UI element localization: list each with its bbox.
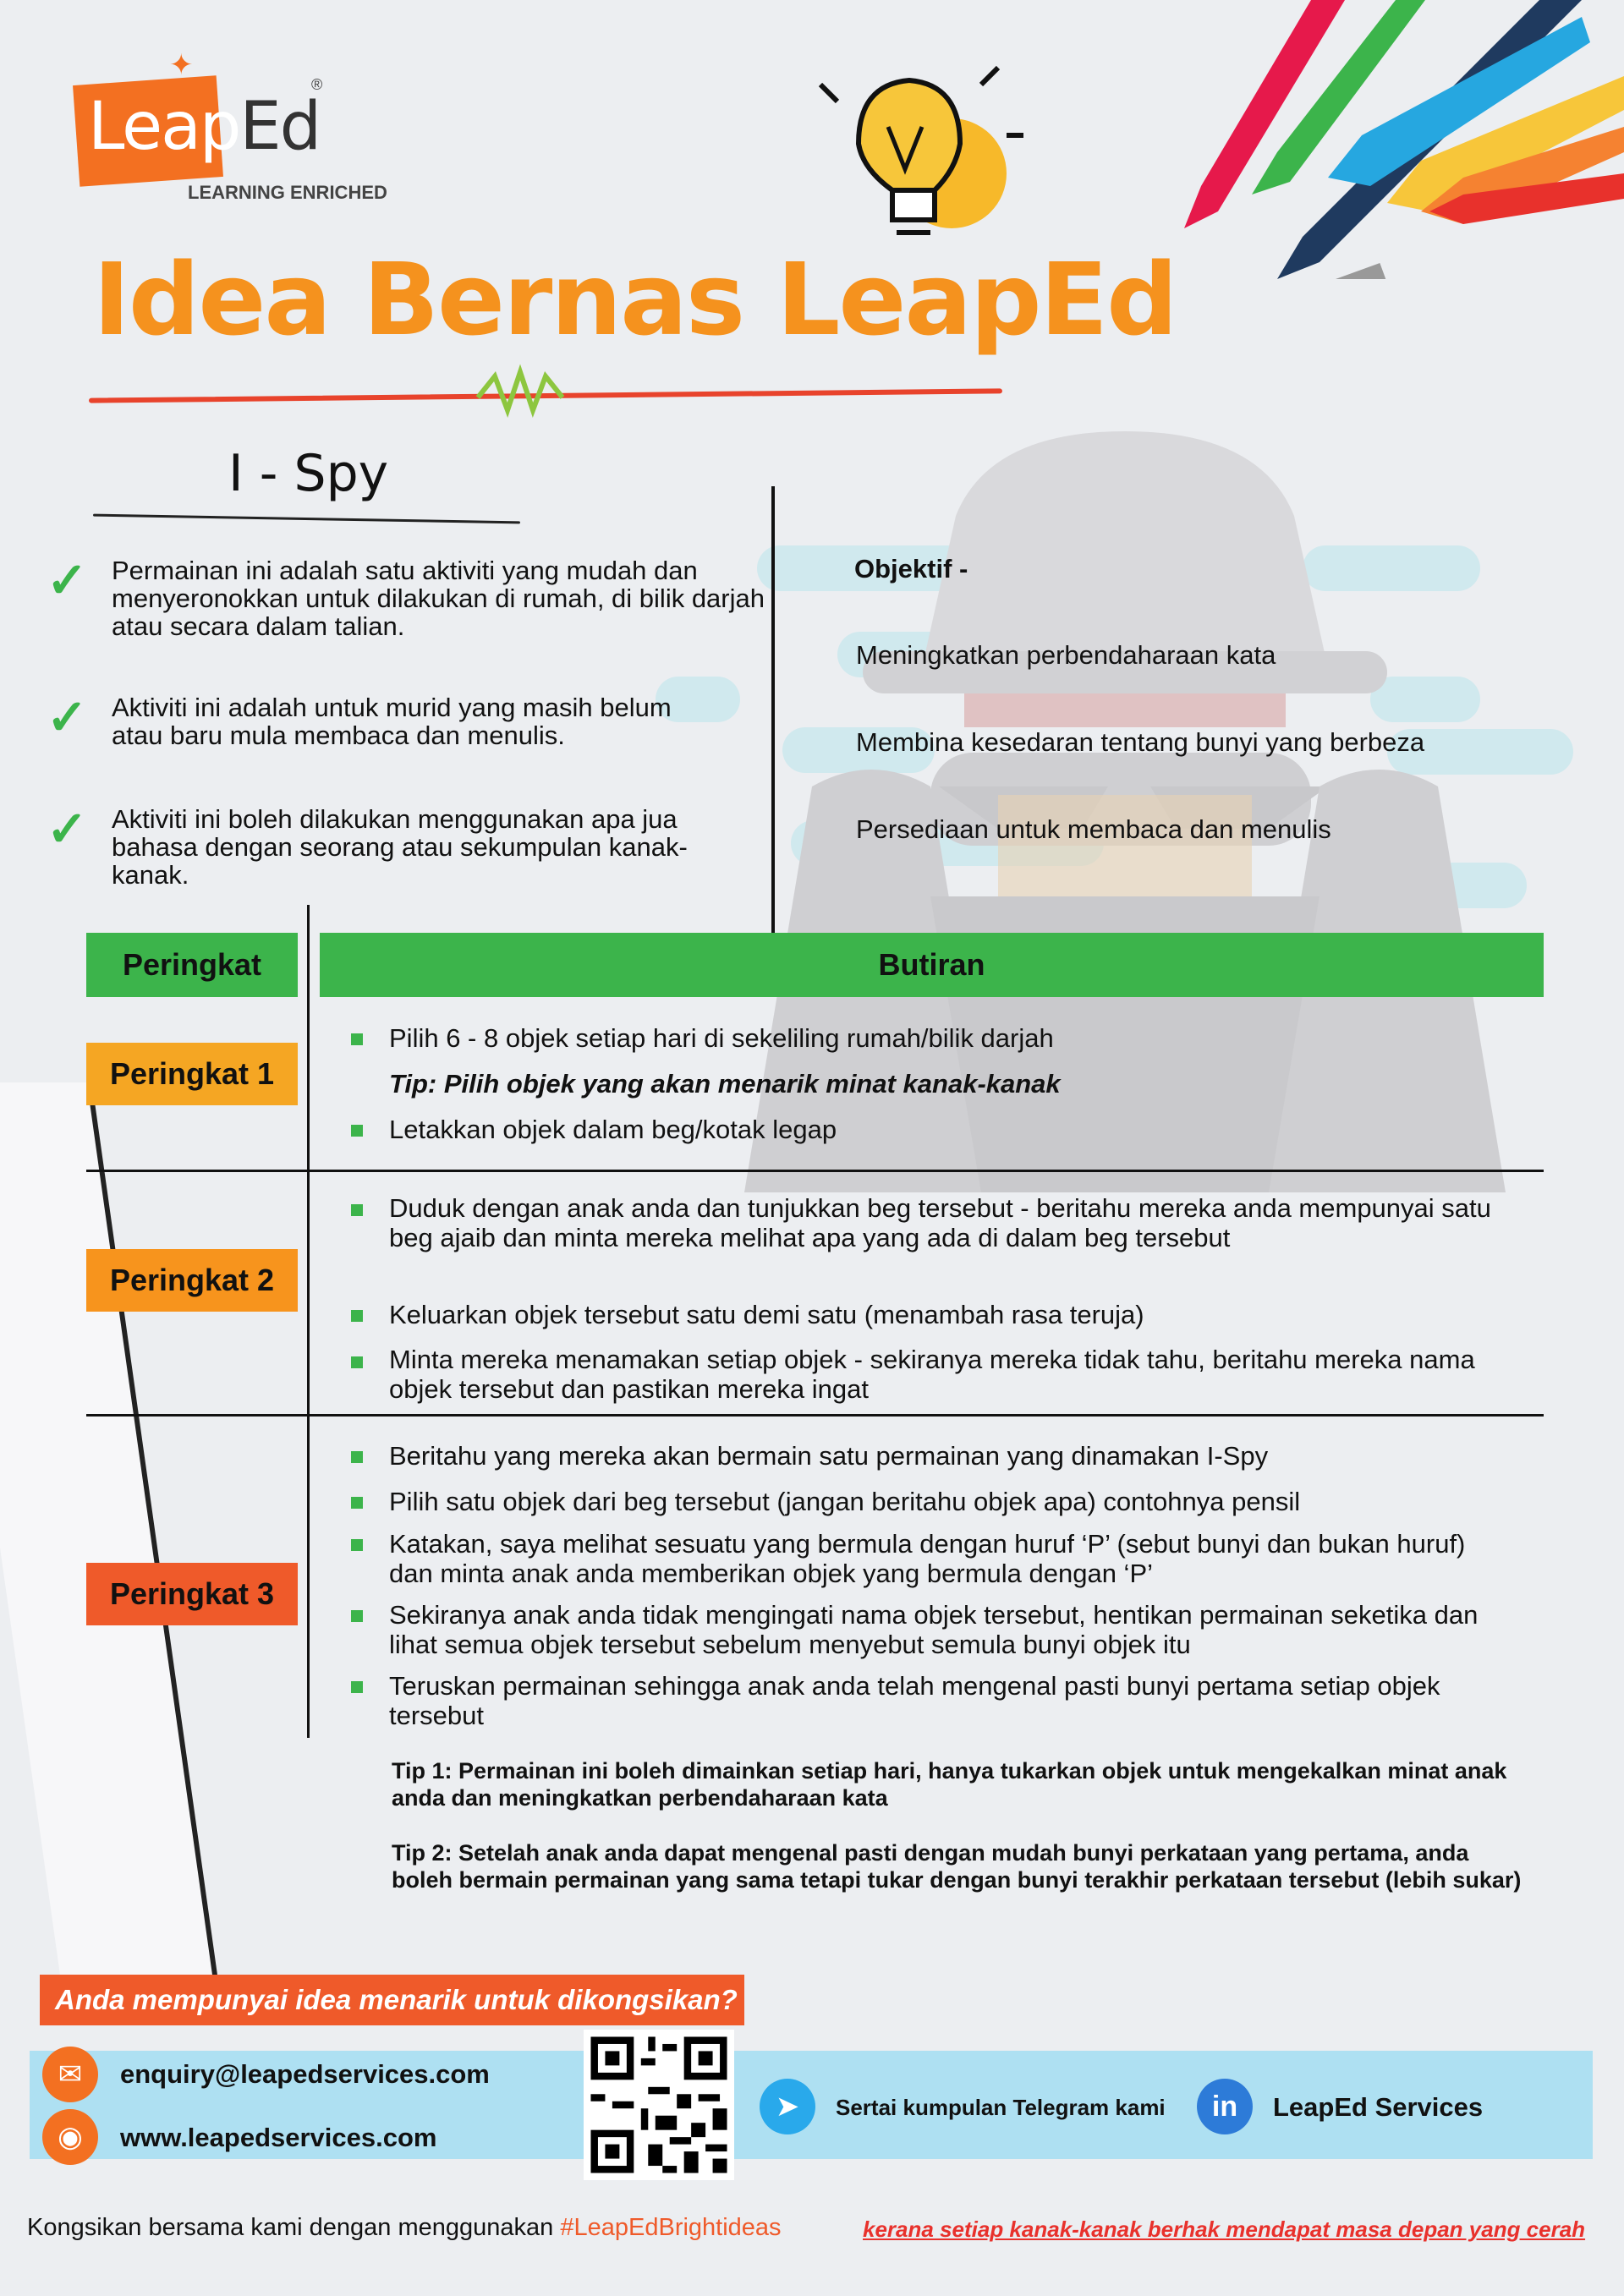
bullet-square xyxy=(351,1356,363,1368)
linkedin-icon[interactable]: in xyxy=(1197,2079,1253,2134)
email-icon: ✉ xyxy=(42,2047,98,2102)
checkmark-icon: ✓ xyxy=(47,802,88,857)
website-link[interactable]: www.leapedservices.com xyxy=(120,2123,437,2152)
email-link[interactable]: enquiry@leapedservices.com xyxy=(120,2059,490,2089)
level-item: Duduk dengan anak anda dan tunjukkan beg tersebut - beritahu mereka anda mempunyai satu beg ajaib dan minta mereka melihat apa yang ada di dalam beg tersebut xyxy=(389,1193,1491,1252)
level-item: Katakan, saya melihat sesuatu yang bermula dengan huruf ‘P’ (sebut bunyi dan bukan huruf) dan minta anak anda memberikan objek yang bermula dengan ‘P’ xyxy=(389,1529,1466,1588)
level-item: Beritahu yang mereka akan bermain satu permainan yang dinamakan I-Spy xyxy=(389,1441,1269,1471)
tip-1: Tip 1: Permainan ini boleh dimainkan setiap hari, hanya tukarkan objek untuk mengekalkan minat anak anda dan meningkatkan perbendaharaan kata xyxy=(392,1758,1507,1811)
slogan: kerana setiap kanak-kanak berhak mendapat masa depan yang cerah xyxy=(863,2217,1586,2242)
column-divider xyxy=(771,486,775,933)
tip-2: Tip 2: Setelah anak anda dapat mengenal pasti dengan mudah bunyi perkataan yang pertama, anda boleh bermain permainan yang sama tetapi tukar dengan bunyi terakhir perkataan tersebut (lebih sukar) xyxy=(392,1840,1522,1893)
globe-icon: ◉ xyxy=(42,2109,98,2165)
cta-banner: Anda mempunyai idea menarik untuk dikongsikan? xyxy=(40,1975,744,2025)
level-badge: Peringkat 3 xyxy=(86,1563,298,1625)
level-item: Letakkan objek dalam beg/kotak legap xyxy=(389,1115,837,1144)
objective-item: Persediaan untuk membaca dan menulis xyxy=(856,814,1331,844)
bullet-square xyxy=(351,1681,363,1693)
table-divider xyxy=(307,905,310,1738)
row-separator xyxy=(86,1414,1544,1417)
bullet-square xyxy=(351,1310,363,1322)
activity-underline xyxy=(93,514,520,524)
intro-point: ✓ Permainan ini adalah satu aktiviti yang mudah dan menyeronokkan untuk dilakukan di rumah, di bilik darjah atau secara dalam talian. xyxy=(47,553,765,641)
level-badge: Peringkat 2 xyxy=(86,1249,298,1312)
telegram-link[interactable]: Sertai kumpulan Telegram kami xyxy=(836,2095,1166,2120)
bullet-square xyxy=(351,1497,363,1509)
hashtag[interactable]: #LeapEdBrightideas xyxy=(560,2214,782,2241)
row-separator xyxy=(86,1170,1544,1172)
objective-item: Membina kesedaran tentang bunyi yang berbeza xyxy=(856,727,1425,757)
logo-tagline: LEARNING ENRICHED xyxy=(188,182,387,203)
page-title: Idea Bernas LeapEd xyxy=(93,241,1177,358)
table-header-level: Peringkat xyxy=(86,933,298,997)
qr-code[interactable] xyxy=(584,2030,734,2180)
notebook-decoration xyxy=(0,1082,222,2013)
bullet-square xyxy=(351,1204,363,1216)
checkmark-icon: ✓ xyxy=(47,690,88,745)
bullet-square xyxy=(351,1539,363,1551)
bullet-square xyxy=(351,1610,363,1622)
lightbulb-icon xyxy=(812,51,1032,262)
intro-point: ✓ Aktiviti ini boleh dilakukan menggunakan apa jua bahasa dengan seorang atau sekumpulan kanak-kanak. xyxy=(47,802,688,890)
activity-title: I - Spy xyxy=(228,444,389,503)
bird-icon: ✦ xyxy=(169,49,194,81)
registered-mark: ® xyxy=(311,76,323,93)
level-item: Minta mereka menamakan setiap objek - sekiranya mereka tidak tahu, beritahu mereka nama objek tersebut dan pastikan mereka ingat xyxy=(389,1345,1475,1404)
level-badge: Peringkat 1 xyxy=(86,1043,298,1105)
checkmark-icon: ✓ xyxy=(47,553,88,608)
intro-point: ✓ Aktiviti ini adalah untuk murid yang masih belum atau baru mula membaca dan menulis. xyxy=(47,690,672,750)
level-item: Pilih satu objek dari beg tersebut (jangan beritahu objek apa) contohnya pensil xyxy=(389,1487,1301,1516)
table-header-details: Butiran xyxy=(320,933,1544,997)
pencils-decoration xyxy=(1184,0,1624,279)
bullet-square xyxy=(351,1125,363,1137)
level-item: Pilih 6 - 8 objek setiap hari di sekeliling rumah/bilik darjah xyxy=(389,1023,1054,1053)
level-item: Teruskan permainan sehingga anak anda telah mengenal pasti bunyi pertama setiap objek tersebut xyxy=(389,1671,1440,1730)
squiggle-decoration xyxy=(474,364,575,423)
telegram-icon[interactable]: ➤ xyxy=(760,2079,815,2134)
bullet-square xyxy=(351,1033,363,1045)
leaped-logo: ✦ LeapEd ® LEARNING ENRICHED xyxy=(76,72,304,190)
level-item: Sekiranya anak anda tidak mengingati nama objek tersebut, hentikan permainan seketika dan lihat semua objek tersebut sebelum menyebut semula bunyi objek itu xyxy=(389,1600,1479,1659)
objective-title: Objektif - xyxy=(854,554,968,584)
linkedin-link[interactable]: LeapEd Services xyxy=(1273,2092,1484,2122)
level-tip: Tip: Pilih objek yang akan menarik minat kanak-kanak xyxy=(389,1069,1061,1099)
bullet-square xyxy=(351,1451,363,1463)
share-line: Kongsikan bersama kami dengan menggunakan #LeapEdBrightideas xyxy=(27,2214,782,2241)
objective-item: Meningkatkan perbendaharaan kata xyxy=(856,640,1276,670)
level-item: Keluarkan objek tersebut satu demi satu (menambah rasa teruja) xyxy=(389,1300,1144,1329)
